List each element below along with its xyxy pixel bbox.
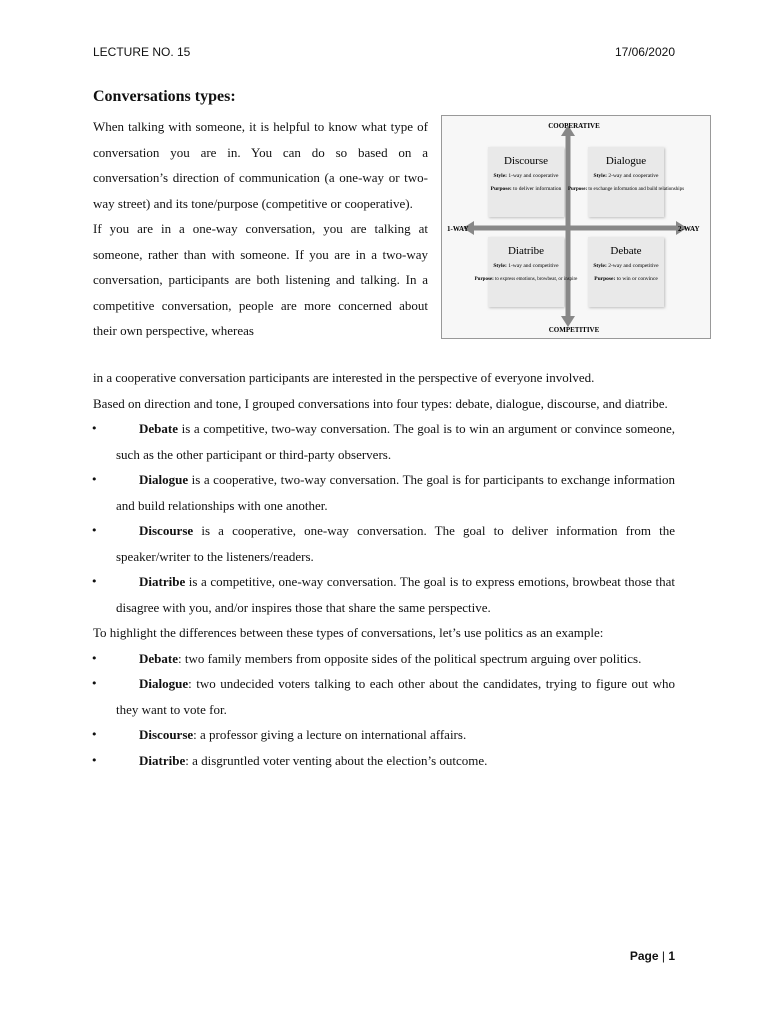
quadrant-debate-style: Style: 2-way and competitive xyxy=(593,263,659,269)
list-item-text: : a disgruntled voter venting about the election’s outcome. xyxy=(185,752,488,768)
list-item-term: Debate xyxy=(139,650,178,666)
list-item-text: : a professor giving a lecture on international affairs. xyxy=(193,727,467,742)
list-item xyxy=(93,748,675,774)
header-date: 17/06/2020 xyxy=(614,45,675,59)
continuation-paragraph: in a cooperative conversation participants are interested in the perspective of everyone involved. xyxy=(93,370,595,385)
quadrant-dialogue-purpose: Purpose: to exchange information and build relationships xyxy=(567,187,685,192)
list-item-term: Debate xyxy=(139,421,178,436)
quadrant-discourse-style: Style: 1-way and cooperative xyxy=(493,173,559,179)
list-item-term: Diatribe xyxy=(139,574,186,589)
page-title: Conversations types: xyxy=(93,88,236,105)
quadrant-discourse-purpose: Purpose: to deliver information xyxy=(490,186,562,192)
list-item-term: Discourse xyxy=(139,523,194,538)
axis-label-right: 2-WAY xyxy=(678,225,700,233)
intro-paragraph-2: If you are in a one-way conversation, you are talking at someone, rather than with someone. If you are in a two-way conversation, participants are both listening and talking. In a competitive conversation, people are more concerned about their own perspective, whereas xyxy=(93,221,428,338)
quadrant-dialogue-style: Style: 2-way and cooperative xyxy=(593,173,659,179)
intro-paragraph-1: When talking with someone, it is helpful to know what type of conversation you are in. You can do so based on a conversation’s direction of communication (a one-way or two-way street) and its tone/purpose (competitive or cooperative). xyxy=(93,119,428,211)
quadrant-diatribe-title: Diatribe xyxy=(507,245,545,257)
list-item-text: is a competitive, one-way conversation. The goal is to express emotions, browbeat those that disagree with you, and/or inspires those that share the same perspective. xyxy=(116,574,675,615)
list-item-term: Diatribe xyxy=(139,752,186,768)
example-intro-paragraph: To highlight the differences between these types of conversations, let’s use politics as an example: xyxy=(93,625,604,640)
quadrant-diatribe-style: Style: 1-way and competitive xyxy=(493,263,559,269)
types-list xyxy=(93,416,675,620)
list-item-text: : two undecided voters talking to each other about the candidates, trying to figure out who they want to vote for. xyxy=(116,676,675,717)
list-item-term: Dialogue xyxy=(139,676,189,691)
examples-list xyxy=(93,646,675,774)
intro-column xyxy=(93,114,428,344)
footer-label: Page xyxy=(629,949,659,963)
list-item-text: is a cooperative, two-way conversation. The goal is for participants to exchange information and build relationships with one another. xyxy=(116,472,675,513)
page-number: 1 xyxy=(668,949,675,963)
quadrant-debate-title: Debate xyxy=(610,245,642,257)
list-item-term: Discourse xyxy=(139,727,194,742)
quadrant-discourse-title: Discourse xyxy=(504,155,548,167)
list-item xyxy=(93,646,675,672)
list-item-text: is a competitive, two-way conversation. The goal is to win an argument or convince someone, such as the other participant or third-party observers. xyxy=(116,421,675,462)
list-item xyxy=(93,467,675,518)
body-column xyxy=(93,365,675,773)
footer-separator: | xyxy=(658,949,669,963)
axis-label-bottom: COMPETITIVE xyxy=(548,326,600,334)
axis-label-top: COOPERATIVE xyxy=(548,122,600,130)
list-item-text: : two family members from opposite sides of the political spectrum arguing over politics. xyxy=(178,650,642,666)
diagram-svg xyxy=(442,116,710,338)
axis-label-left: 1-WAY xyxy=(447,225,469,233)
conversation-types-diagram xyxy=(441,115,711,339)
quadrant-dialogue-title: Dialogue xyxy=(605,155,647,167)
header-lecture: LECTURE NO. 15 xyxy=(93,45,191,59)
list-item-term: Dialogue xyxy=(139,472,189,487)
list-item-text: is a cooperative, one-way conversation. The goal to deliver information from the speaker/writer to the listeners/readers. xyxy=(116,523,675,564)
list-item xyxy=(93,518,675,569)
grouping-paragraph: Based on direction and tone, I grouped conversations into four types: debate, dialogue, discourse, and diatribe. xyxy=(93,395,668,411)
list-item xyxy=(93,671,675,722)
quadrant-debate-purpose: Purpose: to win or convince xyxy=(594,276,658,282)
list-item xyxy=(93,569,675,620)
quadrant-diatribe-purpose: Purpose: to express emotions, browbeat, or inspire xyxy=(474,277,578,282)
list-item xyxy=(93,416,675,467)
page-footer xyxy=(630,949,675,963)
list-item xyxy=(93,722,675,748)
